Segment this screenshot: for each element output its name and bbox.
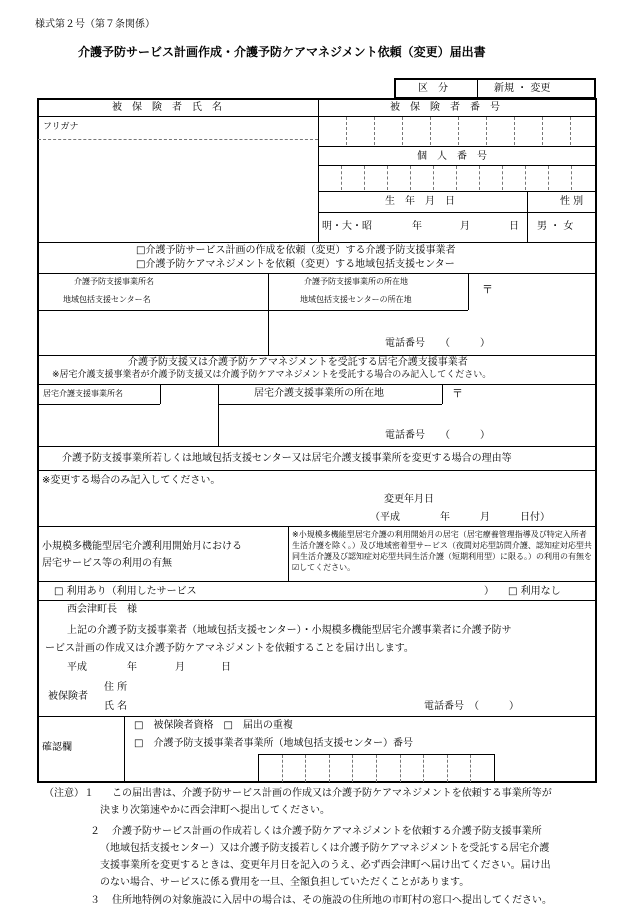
confirm-label: 確認欄 (42, 742, 72, 753)
small-scale-note: ※小規模多機能型居宅介護の利用開始月の居宅（居宅療養管理指導及び特定入所者生活介護を除く。）及び地域密着型サービス（夜間対応型訪問介護、認知症対応型共同生活介護及び認知症対応型共同生活介護（短期利用型）に限る。）の利用の有無を☑してください。 (292, 530, 592, 572)
change-reason-field[interactable] (42, 490, 372, 524)
confirm-item-1[interactable]: □ 被保険者資格 □ 届出の重複 (134, 720, 293, 731)
birthdate-header: 生 年 月 日 (385, 196, 455, 207)
home-care-address-field[interactable] (470, 387, 594, 402)
confirm-item-2[interactable]: □ 介護予防支援事業者事業所（地域包括支援センター）番号 (134, 738, 414, 749)
declarant-name-field[interactable] (140, 699, 410, 714)
notes-head: （注意）１ (44, 788, 94, 799)
declaration-year: 年 (127, 662, 137, 673)
insured-number-header: 被 保 険 者 番 号 (390, 102, 500, 113)
use-yes-paren: ） (484, 586, 494, 597)
declarant-address-field[interactable] (140, 680, 580, 695)
home-care-postal-mark: 〒 (452, 387, 463, 400)
note-1a: この届出書は、介護予防サービス計画の作成又は介護予防ケアマネジメントを依頼する事業所等が (112, 788, 552, 799)
declarant-phone[interactable]: 電話番号 （ ） (424, 701, 519, 712)
request-management-checkbox[interactable]: □介護予防ケアマネジメントを依頼（変更）する地域包括支援センター (136, 259, 455, 270)
change-date-value[interactable]: （平成 年 月 日付） (370, 512, 550, 523)
small-scale-label-2: 居宅サービス等の利用の有無 (42, 558, 172, 569)
birthdate-day: 日 (509, 221, 519, 232)
note-3-number: ３ (90, 895, 100, 906)
home-care-header: 介護予防支援又は介護予防ケアマネジメントを受託する居宅介護支援事業者 (128, 357, 468, 368)
note-2-number: ２ (90, 826, 100, 837)
use-yes-checkbox[interactable]: □ 利用あり（利用したサービス (54, 586, 197, 597)
used-services-field[interactable] (240, 584, 480, 599)
home-care-phone[interactable]: 電話番号 （ ） (385, 430, 490, 441)
note-3a: 住所地特例の対象施設に入居中の場合は、その施設の住所地の市町村の窓口へ提出してください。 (112, 895, 552, 906)
declaration-era: 平成 (67, 662, 87, 673)
personal-number-field[interactable] (320, 167, 595, 189)
note-2a: 介護予防サービス計画の作成若しくは介護予防ケアマネジメントを依頼する介護予防支援事業所 (112, 826, 542, 837)
small-scale-label-1: 小規模多機能型居宅介護利用開始月における (42, 541, 242, 552)
change-reason-header: 介護予防支援事業所若しくは地域包括支援センター又は居宅介護支援事業所を変更する場合の理由等 (62, 453, 512, 464)
declaration-day: 日 (221, 662, 231, 673)
form-title: 介護予防サービス計画作成・介護予防ケアマネジメント依頼（変更）届出書 (78, 45, 486, 59)
provider-address-label: 介護予防支援事業所の所在地 (304, 277, 408, 286)
category-label: 区 分 (418, 83, 448, 94)
declaration-text-1: 上記の介護予防支援事業者（地域包括支援センター）・小規模多機能型居宅介護事業者に介護予防サ (67, 625, 512, 636)
sex-header: 性 別 (560, 196, 584, 207)
category-value[interactable]: 新規 ・ 変更 (494, 83, 551, 94)
form-number: 様式第２号（第７条関係） (35, 19, 155, 30)
birthdate-era[interactable]: 明・大・昭 (322, 221, 372, 232)
center-number-field[interactable] (260, 756, 492, 781)
note-2c: 支援事業所を変更するときは、変更年月日を記入のうえ、必ず西会津町へ届け出てください。届け出 (100, 860, 551, 871)
home-care-name-label: 居宅介護支援事業所名 (43, 389, 123, 398)
change-date-label: 変更年月日 (384, 494, 434, 505)
home-care-address-label: 居宅介護支援事業所の所在地 (254, 388, 384, 399)
insured-number-field[interactable] (320, 118, 595, 144)
insured-name-header: 被 保 険 者 氏 名 (112, 102, 222, 113)
change-note: ※変更する場合のみ記入してください。 (42, 475, 221, 486)
name-label: 氏 名 (104, 701, 128, 712)
declaration-month: 月 (175, 662, 185, 673)
note-2d: のない場合、サービスに係る費用を一旦、全額負担していただくことがあります。 (100, 877, 470, 888)
birthdate-year: 年 (412, 221, 422, 232)
personal-number-header: 個 人 番 号 (417, 151, 487, 162)
note-1b: 決まり次第速やかに西会津町へ提出してください。 (100, 805, 330, 816)
insured-label: 被保険者 (48, 691, 88, 702)
note-2b: （地域包括支援センター）又は介護予防支援若しくは介護予防ケアマネジメントを受託する居宅介護 (100, 843, 550, 854)
provider-name-label: 介護予防支援事業所名 (74, 277, 154, 286)
furigana-label: フリガナ (43, 122, 79, 132)
sex-options[interactable]: 男 ・ 女 (537, 221, 574, 232)
address-label: 住 所 (104, 682, 128, 693)
provider-name-field[interactable] (42, 313, 264, 353)
home-care-name-field[interactable] (164, 387, 214, 402)
insured-name-field[interactable] (42, 143, 314, 239)
provider-phone[interactable]: 電話番号 （ ） (385, 338, 490, 349)
use-no-checkbox[interactable]: □ 利用なし (508, 586, 561, 597)
center-name-label: 地域包括支援センター名 (63, 295, 151, 304)
furigana-field[interactable] (95, 119, 315, 137)
center-address-label: 地域包括支援センターの所在地 (300, 295, 412, 304)
addressee: 西会津町長 様 (67, 604, 137, 615)
request-plan-checkbox[interactable]: □介護予防サービス計画の作成を依頼（変更）する介護予防支援事業者 (136, 245, 456, 256)
declaration-text-2: ービス計画の作成又は介護予防ケアマネジメントを依頼することを届け出します。 (45, 643, 414, 654)
provider-address-field[interactable] (496, 277, 594, 307)
birthdate-month: 月 (460, 221, 470, 232)
home-care-note: ※居宅介護支援事業者が介護予防支援又は介護予防ケアマネジメントを受託する場合のみ記入してください。 (52, 370, 492, 380)
provider-postal-mark: 〒 (482, 283, 493, 296)
